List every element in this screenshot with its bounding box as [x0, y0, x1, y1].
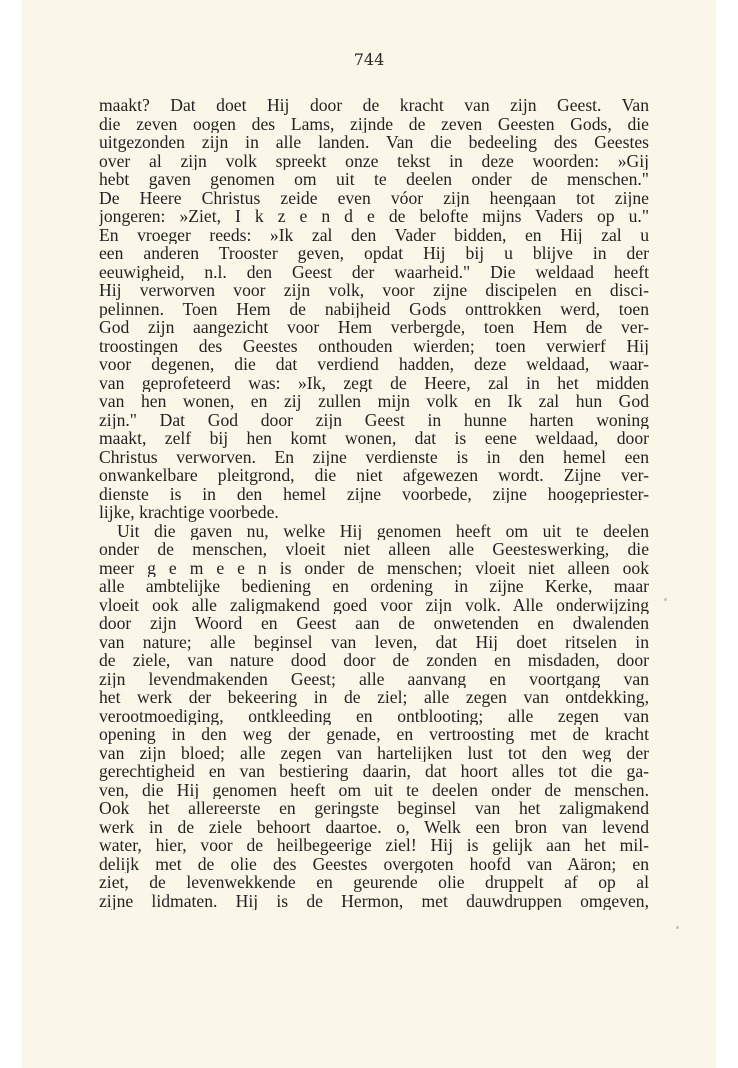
text-line: eeuwigheid, n.l. den Geest der waarheid." Die weldaad heeft — [99, 262, 649, 281]
text-line: ziet, de levenwekkende en geurende olie druppelt af op al — [99, 873, 649, 892]
paper-speck — [676, 926, 679, 929]
text-line: van geprofeteerd was: »Ik, zegt de Heere, zal in het midden — [99, 373, 649, 392]
text-line: voor degenen, die dat verdiend hadden, deze weldaad, waar- — [99, 355, 649, 374]
text-line: En vroeger reeds: »Ik zal den Vader bidden, en Hij zal u — [99, 225, 649, 244]
text-line: maakt, zelf bij hen komt wonen, dat is eene weldaad, door — [99, 429, 649, 448]
text-line: alle ambtelijke bediening en ordening in zijne Kerke, maar — [99, 577, 649, 596]
text-line: De Heere Christus zeide even vóor zijn heengaan tot zijne — [99, 188, 649, 207]
text-line: van zijn bloed; alle zegen van hartelijken lust tot den weg der — [99, 743, 649, 762]
page-number: 744 — [353, 50, 385, 69]
text-line: meer g e m e e n is onder de menschen; vloeit niet alleen ook — [99, 558, 649, 577]
text-line: Ook het allereerste en geringste beginsel van het zaligmakend — [99, 799, 649, 818]
text-line: gerechtigheid en van bestiering daarin, dat hoort alles tot die ga- — [99, 762, 649, 781]
text-line: jongeren: »Ziet, I k z e n d e de belofte mijns Vaders op u." — [99, 207, 649, 226]
text-line: ven, die Hij genomen heeft om uit te deelen onder de menschen. — [99, 780, 649, 799]
text-line: de ziele, van nature dood door de zonden en misdaden, door — [99, 651, 649, 670]
text-line: van hen wonen, en zij zullen mijn volk en Ik zal hun God — [99, 392, 649, 411]
text-line: lijke, krachtige voorbede. — [99, 503, 279, 522]
text-line: pelinnen. Toen Hem de nabijheid Gods onttrokken werd, toen — [99, 299, 649, 318]
text-line: verootmoediging, ontkleeding en ontblooting; alle zegen van — [99, 706, 649, 725]
text-line: uitgezonden zijn in alle landen. Van die bedeeling des Geestes — [99, 133, 649, 152]
text-line: Christus verworven. En zijne verdienste is in den hemel een — [99, 447, 649, 466]
text-line: van nature; alle beginsel van leven, dat Hij doet ritselen in — [99, 632, 649, 651]
text-line: maakt? Dat doet Hij door de kracht van zijn Geest. Van — [99, 96, 649, 115]
text-line: onwankelbare pleitgrond, die niet afgewezen wordt. Zijne ver- — [99, 466, 649, 485]
text-line: die zeven oogen des Lams, zijnde de zeven Geesten Gods, die — [99, 114, 649, 133]
text-line: Uit die gaven nu, welke Hij genomen heeft om uit te deelen — [117, 521, 649, 540]
text-line: een anderen Trooster geven, opdat Hij bij u blijve in der — [99, 244, 649, 263]
text-line: Hij verworven voor zijn volk, voor zijne discipelen en disci- — [99, 281, 649, 300]
text-line: troostingen des Geestes onthouden wierden; toen verwierf Hij — [99, 336, 649, 355]
text-line: vloeit ook alle zaligmakend goed voor zijn volk. Alle onderwijzing — [99, 595, 649, 614]
left-margin — [0, 0, 22, 1068]
text-line: water, hier, voor de heilbegeerige ziel! Hij is gelijk aan het mil- — [99, 836, 649, 855]
text-line: door zijn Woord en Geest aan de onwetenden en dwalenden — [99, 614, 649, 633]
text-line: opening in den weg der genade, en vertroosting met de kracht — [99, 725, 649, 744]
text-line: hebt gaven genomen om uit te deelen onder de menschen." — [99, 170, 649, 189]
text-line: God zijn aangezicht voor Hem verbergde, toen Hem de ver- — [99, 318, 649, 337]
text-line: zijn." Dat God door zijn Geest in hunne harten woning — [99, 410, 649, 429]
text-line: onder de menschen, vloeit niet alleen alle Geesteswerking, die — [99, 540, 649, 559]
text-line: dienste is in den hemel zijne voorbede, zijne hoogepriester- — [99, 484, 649, 503]
text-line: zijn levendmakenden Geest; alle aanvang en voortgang van — [99, 669, 649, 688]
text-line: het werk der bekeering in de ziel; alle zegen van ontdekking, — [99, 688, 649, 707]
text-line: delijk met de olie des Geestes overgoten hoofd van Aäron; en — [99, 854, 649, 873]
text-line: over al zijn volk spreekt onze tekst in deze woorden: »Gij — [99, 151, 649, 170]
text-line: zijne lidmaten. Hij is de Hermon, met dauwdruppen omgeven, — [99, 891, 649, 910]
right-margin — [716, 0, 738, 1068]
text-line: werk in de ziele behoort daartoe. o, Welk een bron van levend — [99, 817, 649, 836]
paper-speck — [664, 598, 667, 601]
body-text — [99, 96, 649, 910]
